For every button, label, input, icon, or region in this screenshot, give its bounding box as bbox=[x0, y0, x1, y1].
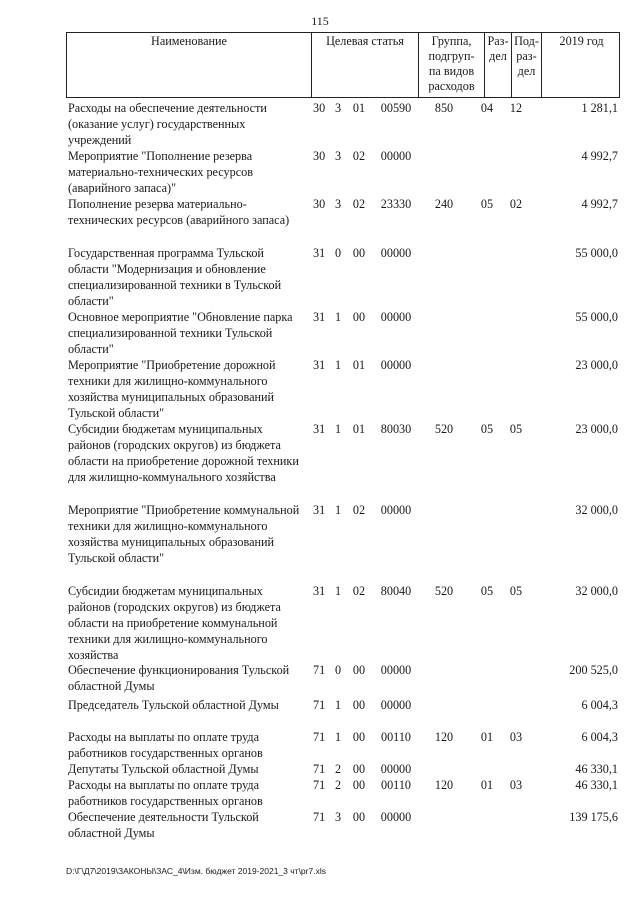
header-line: Под- bbox=[514, 34, 539, 48]
row-name bbox=[68, 502, 310, 566]
target-article-subprogram: 2 bbox=[334, 762, 342, 776]
row-name-line: Обеспечение функционирования Тульской bbox=[68, 663, 290, 677]
target-article-code: 00000 bbox=[380, 663, 412, 677]
row-name-line: Мероприятие "Приобретение дорожной bbox=[68, 358, 276, 372]
target-article-program: 71 bbox=[313, 810, 326, 824]
row-name-line: области" bbox=[68, 294, 114, 308]
amount-2019: 23 000,0 bbox=[575, 422, 618, 436]
target-article-subprogram: 0 bbox=[334, 246, 342, 260]
row-name-line: специализированной техники Тульской bbox=[68, 326, 273, 340]
target-article-subprogram: 3 bbox=[334, 810, 342, 824]
section: 05 bbox=[480, 197, 494, 211]
target-article-program: 31 bbox=[313, 422, 326, 436]
row-name-line: техники для жилищно-коммунального bbox=[68, 519, 268, 533]
row-name-line: хозяйства bbox=[68, 648, 119, 662]
amount-2019: 1 281,1 bbox=[581, 101, 618, 115]
row-name bbox=[68, 245, 310, 309]
target-article-event: 02 bbox=[352, 503, 366, 517]
row-name-line: (аварийного запаса)" bbox=[68, 181, 177, 195]
amount-2019: 6 004,3 bbox=[581, 698, 618, 712]
target-article-program: 31 bbox=[313, 503, 326, 517]
row-name-line: техники для жилищно-коммунального bbox=[68, 632, 268, 646]
amount-2019: 46 330,1 bbox=[575, 762, 618, 776]
amount-2019: 200 525,0 bbox=[569, 663, 618, 677]
row-name bbox=[68, 196, 310, 228]
header-line: дел bbox=[517, 64, 536, 78]
target-article-program: 71 bbox=[313, 663, 326, 677]
target-article-program: 71 bbox=[313, 698, 326, 712]
amount-2019: 23 000,0 bbox=[575, 358, 618, 372]
row-name-line: Субсидии бюджетам муниципальных bbox=[68, 422, 263, 436]
target-article-subprogram: 2 bbox=[334, 778, 342, 792]
target-article-code: 23330 bbox=[380, 197, 412, 211]
target-article-program: 31 bbox=[313, 246, 326, 260]
header-section bbox=[484, 33, 511, 97]
subsection: 02 bbox=[509, 197, 523, 211]
row-name-line: Председатель Тульской областной Думы bbox=[68, 698, 279, 712]
amount-2019: 55 000,0 bbox=[575, 246, 618, 260]
row-name bbox=[68, 809, 310, 841]
subsection: 05 bbox=[509, 584, 523, 598]
expense-group: 120 bbox=[434, 730, 454, 744]
row-name-line: области на приобретение коммунальной bbox=[68, 616, 278, 630]
row-name bbox=[68, 100, 310, 148]
section: 01 bbox=[480, 730, 494, 744]
section: 05 bbox=[480, 422, 494, 436]
header-line: Группа, bbox=[431, 34, 472, 48]
target-article-event: 02 bbox=[352, 197, 366, 211]
target-article-subprogram: 1 bbox=[334, 358, 342, 372]
target-article-event: 01 bbox=[352, 101, 366, 115]
row-name-line: области "Модернизация и обновление bbox=[68, 262, 266, 276]
header-subsection bbox=[511, 33, 541, 97]
amount-2019: 4 992,7 bbox=[581, 197, 618, 211]
target-article-code: 00000 bbox=[380, 310, 412, 324]
target-article-code: 80030 bbox=[380, 422, 412, 436]
row-name-line: работников государственных органов bbox=[68, 794, 263, 808]
target-article-subprogram: 3 bbox=[334, 101, 342, 115]
target-article-code: 00110 bbox=[380, 778, 412, 792]
target-article-subprogram: 3 bbox=[334, 149, 342, 163]
row-name-line: технических ресурсов (аварийного запаса) bbox=[68, 213, 290, 227]
amount-2019: 46 330,1 bbox=[575, 778, 618, 792]
file-path-footer: D:\Г\Д7\2019\ЗАКОНЫ\ЗАС_4\Изм. бюджет 2019-2021_3 чт\pr7.xls bbox=[66, 866, 326, 876]
page-number: 115 bbox=[311, 14, 329, 28]
target-article-event: 01 bbox=[352, 358, 366, 372]
target-article-code: 00000 bbox=[380, 503, 412, 517]
row-name-line: Расходы на обеспечение деятельности bbox=[68, 101, 267, 115]
target-article-code: 00000 bbox=[380, 810, 412, 824]
header-line: раз- bbox=[516, 49, 537, 63]
target-article-code: 80040 bbox=[380, 584, 412, 598]
row-name-line: области на приобретение дорожной техники bbox=[68, 454, 299, 468]
target-article-subprogram: 1 bbox=[334, 422, 342, 436]
target-article-program: 30 bbox=[313, 149, 326, 163]
row-name-line: районов (городских округов) из бюджета bbox=[68, 438, 281, 452]
row-name bbox=[68, 421, 310, 485]
target-article-code: 00000 bbox=[380, 762, 412, 776]
subsection: 03 bbox=[509, 730, 523, 744]
target-article-subprogram: 0 bbox=[334, 663, 342, 677]
target-article-event: 00 bbox=[352, 810, 366, 824]
section: 05 bbox=[480, 584, 494, 598]
expense-group: 520 bbox=[434, 584, 454, 598]
target-article-event: 00 bbox=[352, 310, 366, 324]
row-name bbox=[68, 583, 310, 663]
row-name bbox=[68, 662, 310, 694]
section: 01 bbox=[480, 778, 494, 792]
target-article-event: 00 bbox=[352, 778, 366, 792]
target-article-subprogram: 1 bbox=[334, 310, 342, 324]
target-article-program: 71 bbox=[313, 778, 326, 792]
target-article-event: 00 bbox=[352, 246, 366, 260]
header-line: подгруп- bbox=[428, 49, 475, 63]
row-name-line: Депутаты Тульской областной Думы bbox=[68, 762, 259, 776]
expense-group: 120 bbox=[434, 778, 454, 792]
row-name-line: учреждений bbox=[68, 133, 132, 147]
row-name-line: Расходы на выплаты по оплате труда bbox=[68, 778, 260, 792]
amount-2019: 55 000,0 bbox=[575, 310, 618, 324]
amount-2019: 139 175,6 bbox=[569, 810, 618, 824]
target-article-event: 00 bbox=[352, 730, 366, 744]
row-name-line: работников государственных органов bbox=[68, 746, 263, 760]
target-article-subprogram: 1 bbox=[334, 584, 342, 598]
target-article-program: 71 bbox=[313, 730, 326, 744]
row-name-line: Государственная программа Тульской bbox=[68, 246, 264, 260]
row-name-line: техники для жилищно-коммунального bbox=[68, 374, 268, 388]
row-name bbox=[68, 777, 310, 809]
target-article-event: 00 bbox=[352, 762, 366, 776]
header-line: расходов bbox=[428, 79, 475, 93]
header-name: Наименование bbox=[151, 34, 227, 48]
row-name bbox=[68, 761, 310, 777]
row-name-line: Расходы на выплаты по оплате труда bbox=[68, 730, 260, 744]
row-name-line: районов (городских округов) из бюджета bbox=[68, 600, 281, 614]
subsection: 03 bbox=[509, 778, 523, 792]
table-header bbox=[66, 32, 620, 98]
row-name bbox=[68, 148, 310, 196]
expense-group: 240 bbox=[434, 197, 454, 211]
target-article-program: 31 bbox=[313, 310, 326, 324]
row-name-line: Пополнение резерва материально- bbox=[68, 197, 247, 211]
amount-2019: 32 000,0 bbox=[575, 584, 618, 598]
target-article-program: 30 bbox=[313, 101, 326, 115]
amount-2019: 32 000,0 bbox=[575, 503, 618, 517]
target-article-subprogram: 1 bbox=[334, 730, 342, 744]
target-article-code: 00000 bbox=[380, 246, 412, 260]
row-name-line: Основное мероприятие "Обновление парка bbox=[68, 310, 293, 324]
target-article-event: 02 bbox=[352, 584, 366, 598]
expense-group: 850 bbox=[434, 101, 454, 115]
header-line: Раз- bbox=[487, 34, 509, 48]
amount-2019: 4 992,7 bbox=[581, 149, 618, 163]
header-line: дел bbox=[489, 49, 507, 63]
target-article-subprogram: 1 bbox=[334, 698, 342, 712]
row-name-line: Субсидии бюджетам муниципальных bbox=[68, 584, 263, 598]
target-article-program: 30 bbox=[313, 197, 326, 211]
target-article-event: 00 bbox=[352, 663, 366, 677]
row-name bbox=[68, 309, 310, 357]
row-name bbox=[68, 697, 310, 713]
header-year-2019: 2019 год bbox=[541, 33, 621, 97]
target-article-code: 00590 bbox=[380, 101, 412, 115]
amount-2019: 6 004,3 bbox=[581, 730, 618, 744]
row-name-line: хозяйства муниципальных образований bbox=[68, 390, 275, 404]
row-name-line: (оказание услуг) государственных bbox=[68, 117, 246, 131]
subsection: 05 bbox=[509, 422, 523, 436]
header-expense-group bbox=[418, 33, 484, 97]
row-name-line: хозяйства муниципальных образований bbox=[68, 535, 275, 549]
row-name-line: материально-технических ресурсов bbox=[68, 165, 253, 179]
target-article-program: 31 bbox=[313, 358, 326, 372]
target-article-code: 00110 bbox=[380, 730, 412, 744]
header-line: па видов bbox=[428, 64, 475, 78]
row-name-line: Мероприятие "Пополнение резерва bbox=[68, 149, 253, 163]
row-name-line: областной Думы bbox=[68, 679, 155, 693]
target-article-program: 31 bbox=[313, 584, 326, 598]
target-article-event: 02 bbox=[352, 149, 366, 163]
expense-group: 520 bbox=[434, 422, 454, 436]
target-article-subprogram: 1 bbox=[334, 503, 342, 517]
row-name bbox=[68, 357, 310, 421]
row-name-line: Тульской области" bbox=[68, 406, 165, 420]
row-name bbox=[68, 729, 310, 761]
target-article-subprogram: 3 bbox=[334, 197, 342, 211]
section: 04 bbox=[480, 101, 494, 115]
target-article-code: 00000 bbox=[380, 358, 412, 372]
row-name-line: областной Думы bbox=[68, 826, 155, 840]
target-article-program: 71 bbox=[313, 762, 326, 776]
row-name-line: специализированной техники в Тульской bbox=[68, 278, 282, 292]
row-name-line: Мероприятие "Приобретение коммунальной bbox=[68, 503, 300, 517]
header-target-article: Целевая статья bbox=[311, 33, 418, 97]
target-article-event: 01 bbox=[352, 422, 366, 436]
target-article-code: 00000 bbox=[380, 698, 412, 712]
subsection: 12 bbox=[509, 101, 523, 115]
row-name-line: для жилищно-коммунального хозяйства bbox=[68, 470, 276, 484]
target-article-event: 00 bbox=[352, 698, 366, 712]
target-article-code: 00000 bbox=[380, 149, 412, 163]
row-name-line: Тульской области" bbox=[68, 551, 165, 565]
row-name-line: Обеспечение деятельности Тульской bbox=[68, 810, 259, 824]
row-name-line: области" bbox=[68, 342, 114, 356]
